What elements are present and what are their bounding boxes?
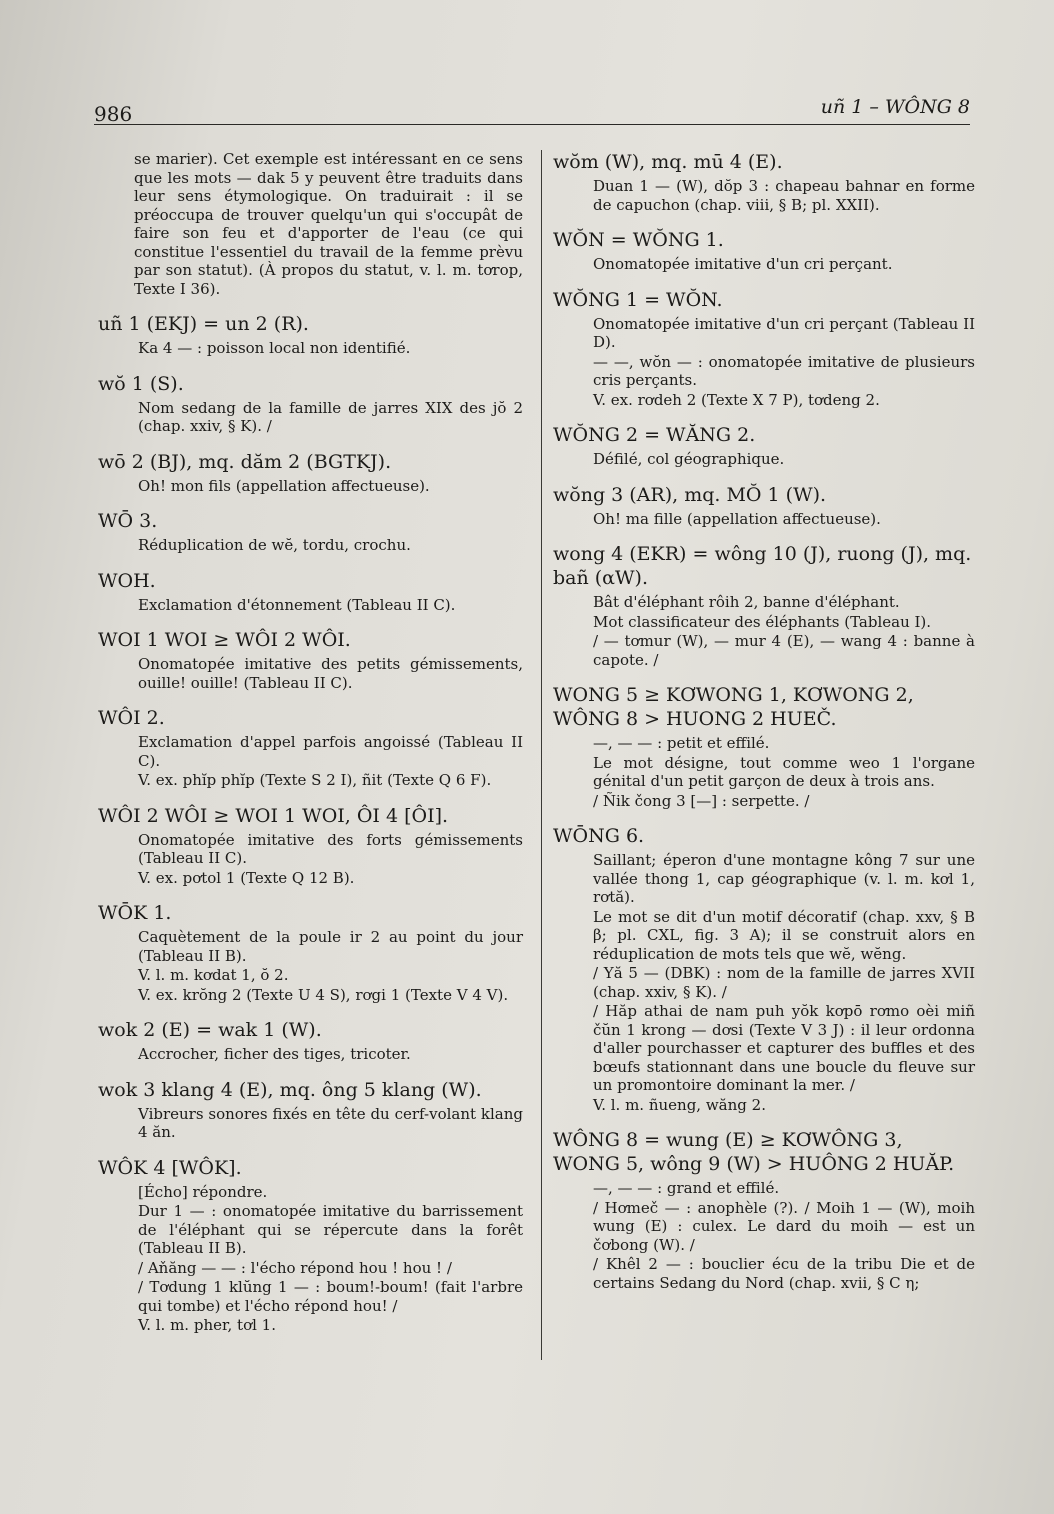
entry-headword: WÔI 2 WÔI ≥ WOI 1 WOI, ÔI 4 [ÔI]. bbox=[98, 804, 449, 827]
dictionary-entry bbox=[553, 1128, 975, 1292]
dictionary-entry bbox=[98, 706, 523, 790]
entry-headword: WŎN = WŎNG 1. bbox=[553, 229, 724, 251]
entry-definition bbox=[98, 928, 523, 1004]
entry-definition bbox=[553, 593, 975, 669]
definition-line: V. ex. rơdeh 2 (Texte X 7 P), tơdeng 2. bbox=[593, 390, 880, 409]
definition-line: Oh! ma fille (appellation affectueuse). bbox=[593, 509, 881, 528]
entry-definition bbox=[553, 177, 975, 214]
entry-headword: WOI 1 WOI ≥ WÔI 2 WÔI. bbox=[98, 629, 351, 651]
definition-line: V. ex. krŏng 2 (Texte U 4 S), rơgi 1 (Texte V 4 V). bbox=[138, 985, 509, 1004]
column-divider bbox=[541, 150, 542, 1360]
definition-line: Le mot désigne, tout comme weo 1 l'organe génital d'un petit garçon de deux à trois ans. bbox=[593, 753, 975, 790]
entry-headword: WONG 5 ≥ KƠWONG 1, KƠWONG 2, WÔNG 8 > HUONG 2 HUEČ. bbox=[553, 684, 914, 730]
definition-line: Onomatopée imitative des forts gémissements (Tableau II C). bbox=[138, 830, 523, 867]
right-column bbox=[553, 150, 975, 1293]
entry-definition bbox=[553, 1179, 975, 1292]
dictionary-entry bbox=[98, 1018, 523, 1064]
dictionary-entry bbox=[98, 804, 523, 888]
definition-line: Onomatopée imitative des petits gémissements, ouille! ouille! (Tableau II C). bbox=[138, 655, 523, 692]
definition-line: Mot classificateur des éléphants (Tableau I). bbox=[593, 612, 932, 631]
definition-line: —, — — : grand et effilé. bbox=[593, 1179, 780, 1197]
entry-definition bbox=[98, 477, 523, 496]
definition-line: Vibreurs sonores fixés en tête du cerf-volant klang 4 ăn. bbox=[138, 1104, 523, 1141]
definition-line: Onomatopée imitative d'un cri perçant. bbox=[593, 255, 893, 273]
dictionary-entry bbox=[98, 569, 523, 615]
entry-headword: wō 2 (BJ), mq. dăm 2 (BGTKJ). bbox=[98, 450, 392, 473]
entry-headword: WŌ 3. bbox=[98, 510, 158, 532]
entry-definition bbox=[553, 734, 975, 810]
dictionary-entry bbox=[553, 150, 975, 214]
definition-line: V. ex. phĭp phĭp (Texte S 2 I), ñit (Texte Q 6 F). bbox=[138, 771, 492, 789]
entry-definition bbox=[553, 255, 975, 274]
dictionary-entry bbox=[553, 542, 975, 669]
entry-definition bbox=[98, 596, 523, 615]
entry-headword: WÔK 4 [WÔK]. bbox=[98, 1156, 242, 1179]
dictionary-entry bbox=[98, 1078, 523, 1142]
entry-definition bbox=[98, 1045, 523, 1064]
definition-line: / Ñik čong 3 [—] : serpette. / bbox=[593, 791, 810, 810]
left-column bbox=[98, 150, 523, 1336]
definition-line: / Yă 5 — (DBK) : nom de la famille de jarres XVII (chap. xxiv, § K). / bbox=[593, 964, 975, 1001]
dictionary-entry bbox=[553, 483, 975, 529]
definition-line: Oh! mon fils (appellation affectueuse). bbox=[138, 476, 430, 495]
definition-line: V. l. m. pher, tơl 1. bbox=[138, 1316, 276, 1334]
entry-definition bbox=[98, 1105, 523, 1142]
definition-line: —, — — : petit et effilé. bbox=[593, 734, 770, 752]
continuation-text: se marier). Cet exemple est intéressant en ce sens que les mots — dak 5 y peuvent être traduits dans leur sens étymologique. On traduirait : il se préoccupa de trouver quelqu'un qui s'occupât de faire son feu et d'apporter de l'eau (ce qui constitue l'essentiel du travail de la femme prèvu par son statut). (À propos du statut, v. l. m. tơrop, Texte I 36). bbox=[134, 150, 523, 298]
definition-line: / Aňăng — — : l'écho répond hou ! hou ! / bbox=[138, 1258, 452, 1277]
entry-definition bbox=[98, 399, 523, 436]
entry-definition bbox=[98, 1183, 523, 1335]
definition-line: / Hơmeč — : anophèle (?). / Moih 1 — (W), moih wung (E) : culex. Le dard du moih — est un čơbong (W). / bbox=[593, 1198, 975, 1254]
definition-line: Ka 4 — : poisson local non identifié. bbox=[138, 339, 411, 357]
entry-definition bbox=[553, 510, 975, 529]
dictionary-entry bbox=[98, 901, 523, 1004]
definition-line: V. l. m. ñueng, wăng 2. bbox=[593, 1095, 766, 1114]
dictionary-entry bbox=[98, 372, 523, 436]
definition-line: [Écho] répondre. bbox=[138, 1182, 268, 1201]
definition-line: Défilé, col géographique. bbox=[593, 450, 785, 468]
definition-line: / — tơmur (W), — mur 4 (E), — wang 4 : banne à capote. / bbox=[593, 632, 975, 669]
entry-headword: WŎNG 2 = WĂNG 2. bbox=[553, 424, 756, 446]
definition-line: Exclamation d'appel parfois angoissé (Tableau II C). bbox=[138, 733, 523, 770]
entry-headword: wŏm (W), mq. mū 4 (E). bbox=[553, 151, 783, 173]
entry-headword: WÔNG 8 = wung (E) ≥ KƠWÔNG 3, WONG 5, wông 9 (W) > HUÔNG 2 HUĂP. bbox=[553, 1129, 955, 1175]
definition-line: Duan 1 — (W), dŏp 3 : chapeau bahnar en forme de capuchon (chap. viii, § B; pl. XXII). bbox=[593, 177, 975, 214]
entry-definition bbox=[553, 450, 975, 469]
running-head: uñ 1 – WÔNG 8 bbox=[820, 96, 970, 118]
definition-line: Onomatopée imitative d'un cri perçant (Tableau II D). bbox=[593, 314, 975, 351]
definition-line: V. ex. pơtol 1 (Texte Q 12 B). bbox=[138, 868, 355, 887]
dictionary-entry bbox=[98, 450, 523, 496]
entry-headword: WOH. bbox=[98, 569, 156, 592]
definition-line: Caquètement de la poule ir 2 au point du jour (Tableau II B). bbox=[138, 928, 523, 965]
definition-line: V. l. m. kơdat 1, ŏ 2. bbox=[138, 966, 289, 984]
left-entries bbox=[98, 312, 523, 1335]
entry-headword: WŎNG 1 = WŎN. bbox=[553, 288, 723, 311]
entry-definition bbox=[553, 851, 975, 1114]
entry-headword: WÔI 2. bbox=[98, 707, 165, 729]
definition-line: / Khêl 2 — : bouclier écu de la tribu Die et de certains Sedang du Nord (chap. xvii, § C η; bbox=[593, 1255, 975, 1292]
dictionary-entry bbox=[553, 288, 975, 410]
definition-line: Le mot se dit d'un motif décoratif (chap. xxv, § B β; pl. CXL, fig. 3 A); il se construit alors en réduplication de mots tels que wĕ, wĕng. bbox=[593, 907, 975, 963]
entry-definition bbox=[98, 536, 523, 555]
entry-headword: wŏng 3 (AR), mq. MŎ 1 (W). bbox=[553, 483, 827, 506]
dictionary-entry bbox=[553, 228, 975, 274]
right-entries bbox=[553, 150, 975, 1292]
entry-headword: wŏ 1 (S). bbox=[98, 372, 184, 395]
entry-headword: WŌK 1. bbox=[98, 902, 172, 924]
entry-definition bbox=[553, 315, 975, 410]
entry-headword: uñ 1 (EKJ) = un 2 (R). bbox=[98, 313, 309, 335]
definition-line: Nom sedang de la famille de jarres XIX des jŏ 2 (chap. xxiv, § K). / bbox=[138, 398, 523, 435]
definition-line: Exclamation d'étonnement (Tableau II C). bbox=[138, 595, 456, 614]
dictionary-entry bbox=[98, 1156, 523, 1335]
definition-line: Réduplication de wĕ, tordu, crochu. bbox=[138, 536, 411, 554]
definition-line: Bât d'éléphant rôih 2, banne d'éléphant. bbox=[593, 593, 900, 611]
definition-line: / Hăp athai de nam puh yŏk kơpō rơmo oèi miñ čŭn 1 krong — dơsi (Texte V 3 J) : il leur ordonna d'aller pourchasser et capturer des buffles et des bœufs stationnant dans une boucle du fleuve sur un promontoire dominant la mer. / bbox=[593, 1002, 975, 1094]
page-number: 986 bbox=[94, 102, 133, 126]
definition-line: Saillant; éperon d'une montagne kông 7 sur une vallée thong 1, cap géographique (v. l. m. kơl 1, rơtă). bbox=[593, 851, 975, 906]
dictionary-entry bbox=[553, 423, 975, 469]
definition-line: Accrocher, ficher des tiges, tricoter. bbox=[138, 1045, 411, 1063]
page-header bbox=[94, 90, 970, 125]
entry-definition bbox=[98, 655, 523, 692]
entry-headword: wok 3 klang 4 (E), mq. ông 5 klang (W). bbox=[98, 1078, 482, 1101]
dictionary-entry bbox=[553, 683, 975, 810]
definition-line: / Tơdung 1 klŭng 1 — : boum!-boum! (fait l'arbre qui tombe) et l'écho répond hou! / bbox=[138, 1278, 523, 1315]
definition-line: — —, wŏn — : onomatopée imitative de plusieurs cris perçants. bbox=[593, 352, 975, 389]
dictionary-entry bbox=[98, 312, 523, 358]
entry-headword: wong 4 (EKR) = wông 10 (J), ruong (J), mq. bañ (αW). bbox=[553, 543, 972, 589]
dictionary-entry bbox=[98, 628, 523, 692]
entry-headword: wok 2 (E) = wak 1 (W). bbox=[98, 1019, 322, 1041]
entry-definition bbox=[98, 831, 523, 888]
dictionary-entry bbox=[98, 509, 523, 555]
definition-line: Dur 1 — : onomatopée imitative du barrissement de l'éléphant qui se répercute dans la forêt (Tableau II B). bbox=[138, 1202, 523, 1257]
entry-definition bbox=[98, 733, 523, 790]
dictionary-entry bbox=[553, 824, 975, 1114]
entry-definition bbox=[98, 339, 523, 358]
entry-headword: WŌNG 6. bbox=[553, 825, 645, 847]
